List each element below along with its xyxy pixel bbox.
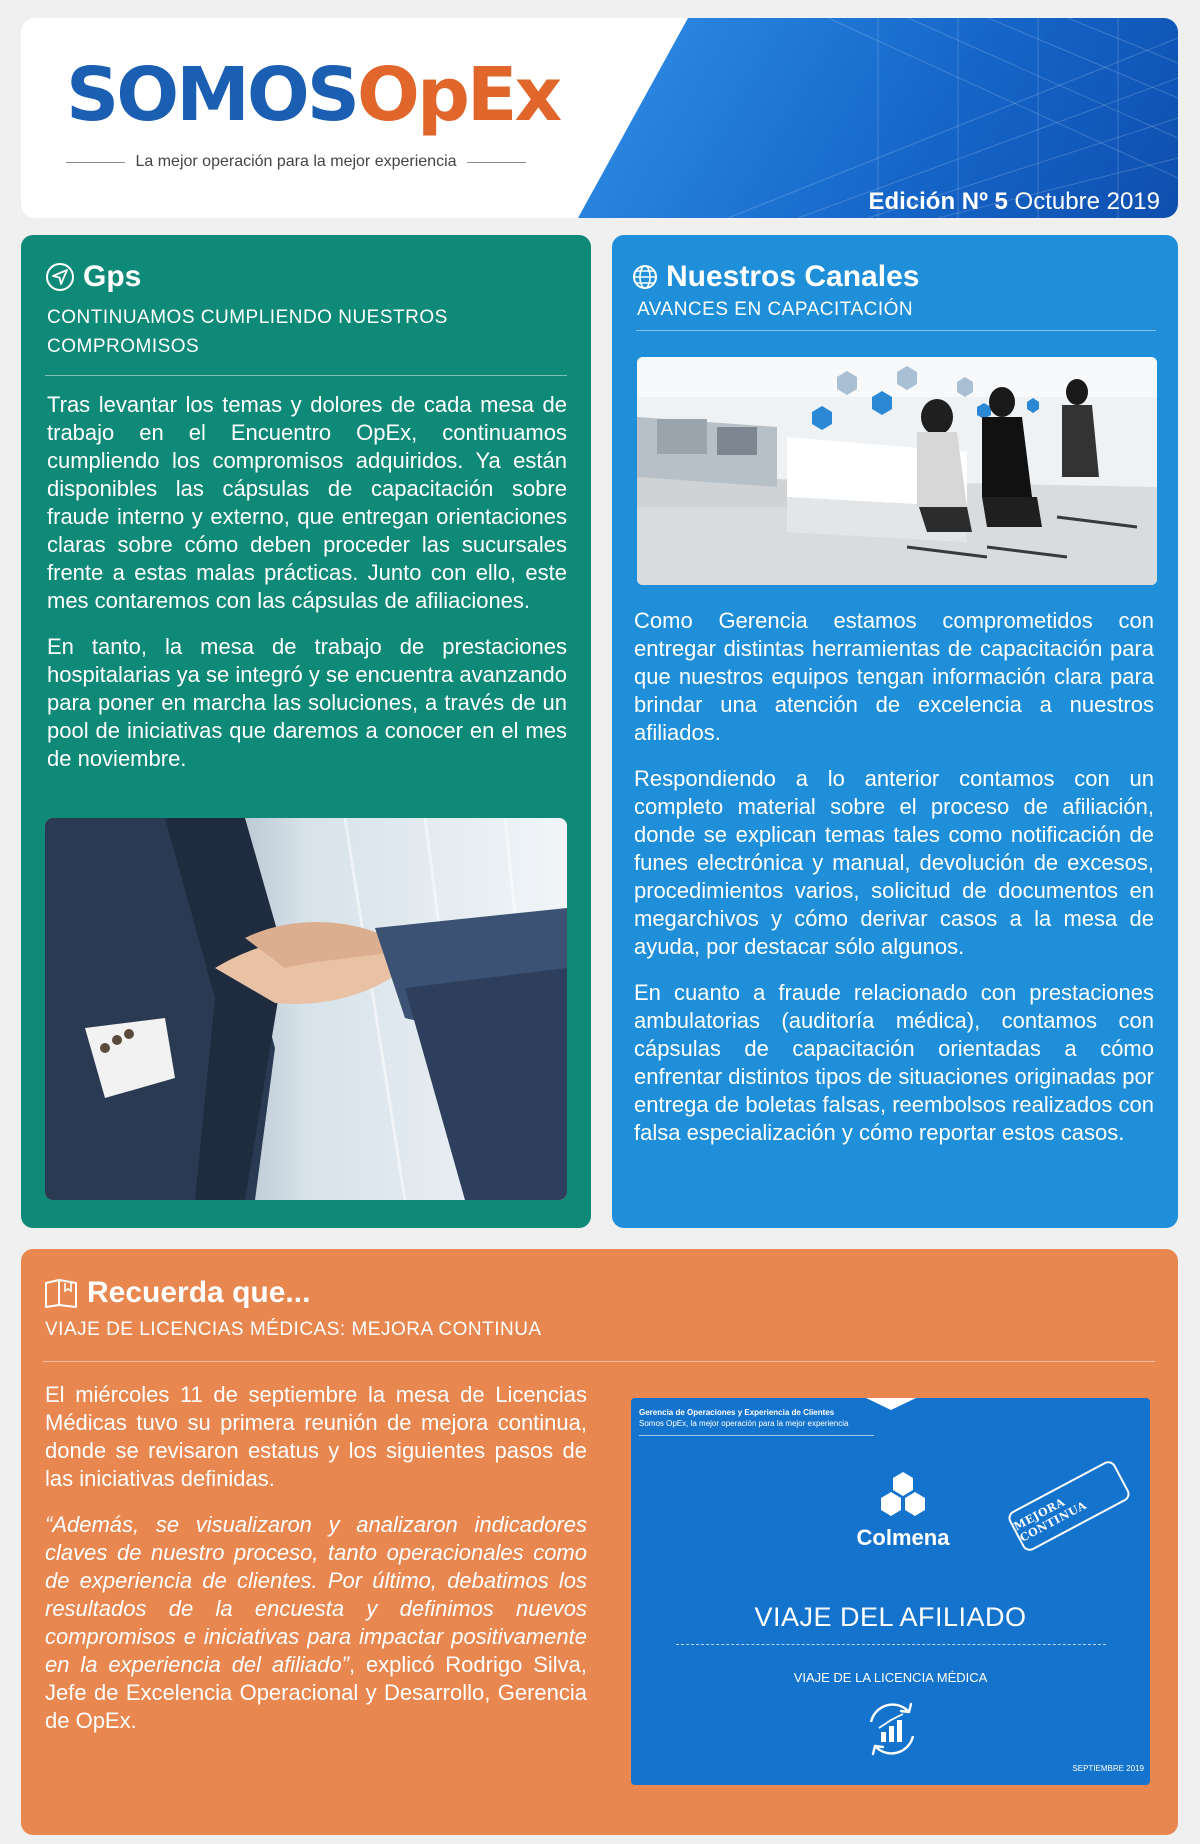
recuerda-section: [21, 1249, 1178, 1835]
gps-heading: [45, 260, 141, 294]
recuerda-quote: “Además, se visualizaron y analizaron indicadores claves de nuestro proceso, tanto operacionales como de experiencia de clientes. Por último, debatimos los resultados de la encuesta y definimos nuevos compromisos e iniciativas para impactar positivamente en la experiencia del afiliado”: [45, 1512, 587, 1677]
cover-date: SEPTIEMBRE 2019: [1072, 1764, 1144, 1773]
recuerda-subtitle: VIAJE DE LICENCIAS MÉDICAS: MEJORA CONTINUA: [45, 1319, 542, 1340]
navigation-icon: [45, 262, 75, 292]
newsletter-header: [21, 18, 1178, 218]
logo-opex: OpEx: [357, 52, 560, 138]
recuerda-body: [45, 1381, 587, 1735]
canales-paragraph: Como Gerencia estamos comprometidos con entregar distintas herramientas de capacitación para que nuestros equipos tengan información clara para brindar una atención de excelencia a nuestros afiliados.: [634, 608, 1154, 745]
somos-opex-logo: [66, 52, 560, 138]
cover-notch: [866, 1398, 916, 1410]
gps-subtitle: CONTINUAMOS CUMPLIENDO NUESTROS COMPROMISOS: [47, 307, 448, 357]
office-illustration: [637, 357, 1157, 585]
gps-title: Gps: [83, 260, 142, 293]
colmena-logo: [853, 1470, 953, 1551]
cover-header-line1: Gerencia de Operaciones y Experiencia de Clientes: [639, 1408, 835, 1417]
canales-title: Nuestros Canales: [666, 260, 920, 293]
recuerda-attribution: , explicó Rodrigo Silva, Jefe de Excelencia Operacional y Desarrollo, Gerencia de OpEx.: [45, 1652, 587, 1733]
gps-divider: [45, 375, 567, 376]
canales-paragraph: Respondiendo a lo anterior contamos con un completo material sobre el proceso de afiliación, donde se explican temas tales como notificación de funes electrónica y manual, devolución de excesos, procedimientos varios, solicitud de documentos en megarchivos y cómo derivar casos a la mesa de ayuda, por destacar sólo algunos.: [634, 766, 1154, 959]
cover-subtitle: VIAJE DE LA LICENCIA MÉDICA: [793, 1670, 988, 1685]
recuerda-paragraph: El miércoles 11 de septiembre la mesa de Licencias Médicas tuvo su primera reunión de mejora continua, donde se revisaron estatus y los siguientes pasos de las iniciativas definidas.: [45, 1382, 587, 1491]
cover-header-line2: Somos OpEx, la mejor operación para la mejor experiencia: [639, 1419, 849, 1428]
edition-number: Edición Nº 5: [868, 188, 1008, 215]
gps-paragraph: Tras levantar los temas y dolores de cada mesa de trabajo en el Encuentro OpEx, continuamos cumpliendo los compromisos adquiridos. Ya están disponibles las cápsulas de capacitación sobre fraude interno y externo, que entregan orientaciones claras sobre cómo deben proceder las sucursales frente a estas malas prácticas. Junto con ello, este mes contaremos con las cápsulas de afiliaciones.: [47, 392, 567, 613]
handshake-photo: [45, 818, 567, 1200]
handshake-illustration: [45, 818, 567, 1200]
recuerda-title: Recuerda que...: [87, 1276, 311, 1309]
cover-dotted-rule: [676, 1644, 1106, 1645]
canales-section: [612, 235, 1178, 1228]
gps-body: [47, 391, 567, 773]
canales-subtitle: AVANCES EN CAPACITACIÓN: [637, 299, 914, 320]
recuerda-divider: [43, 1361, 1155, 1362]
tagline-rule-left: [66, 162, 125, 163]
branch-office-photo: [637, 357, 1157, 585]
recuerda-quote-paragraph: [45, 1511, 587, 1735]
cover-title: VIAJE DEL AFILIADO: [754, 1602, 1027, 1632]
logo-somos: SOMOS: [66, 52, 358, 138]
recuerda-heading: [43, 1276, 310, 1310]
colmena-hexagon-icon: [873, 1470, 933, 1516]
canales-heading: [632, 260, 919, 294]
gps-paragraph: En tanto, la mesa de trabajo de prestaciones hospitalarias ya se integró y se encuentra avanzando para poner en marcha las soluciones, a través de un pool de iniciativas que daremos a conocer en el mes de noviembre.: [47, 634, 567, 771]
edition-date: Octubre 2019: [1007, 188, 1160, 215]
cover-header-rule: [639, 1435, 874, 1436]
globe-icon: [632, 264, 658, 290]
tagline: La mejor operación para la mejor experiencia: [135, 153, 457, 170]
colmena-brand-name: Colmena: [856, 1525, 950, 1550]
journey-cover-image: [631, 1398, 1150, 1785]
canales-divider: [636, 330, 1156, 331]
canales-paragraph: En cuanto a fraude relacionado con prestaciones ambulatorias (auditoría médica), contamos con cápsulas de capacitación orientadas a cómo enfrentar distintos tipos de situaciones originadas por entrega de boletas falsas, reembolsos realizados con falsa especialización y cómo reportar estos casos.: [634, 980, 1154, 1145]
gps-section: [21, 235, 591, 1228]
book-icon: [43, 1277, 79, 1309]
mejora-continua-stamp: MEJORA CONTINUA: [1006, 1458, 1133, 1553]
tagline-row: [66, 153, 526, 171]
growth-cycle-icon: [861, 1698, 923, 1760]
tagline-rule-right: [467, 162, 526, 163]
edition-info: [868, 188, 1160, 216]
canales-body: [634, 607, 1154, 1147]
